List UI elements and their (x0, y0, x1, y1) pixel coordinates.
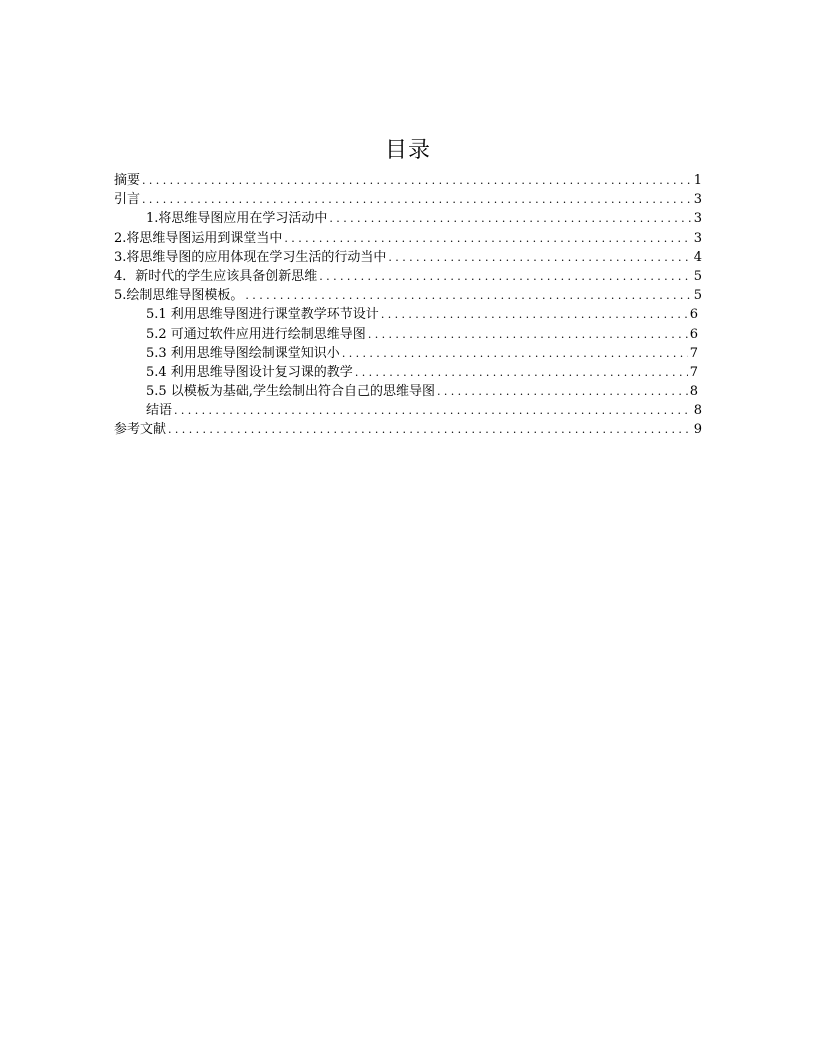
toc-entry-section-5-4[interactable] (114, 363, 702, 382)
toc-dot-leader (174, 401, 692, 420)
toc-page-number: 7 (689, 364, 698, 380)
toc-entry-section-5-3[interactable] (114, 344, 702, 363)
toc-page-number: 4 (693, 249, 702, 265)
toc-dot-leader (319, 267, 691, 286)
toc-dot-leader (437, 382, 688, 401)
toc-page-number: 5 (693, 288, 702, 304)
toc-entry-section-1[interactable] (114, 209, 702, 228)
toc-entry-text: 5.绘制思维导图模板。 (114, 288, 244, 304)
toc-entry-introduction[interactable] (114, 190, 702, 209)
toc-entry-text: 3.将思维导图的应用体现在学习生活的行动当中 (114, 249, 387, 265)
toc-entry-text: 结语 (146, 403, 173, 419)
toc-entry-text: 引言 (114, 192, 141, 208)
toc-entry-section-4[interactable] (114, 267, 702, 286)
toc-page-number: 7 (689, 345, 698, 361)
toc-entry-text: 5.2 可通过软件应用进行绘制思维导图 (146, 326, 366, 342)
toc-page-number: 1 (693, 173, 702, 188)
toc-dot-leader (284, 229, 691, 248)
toc-entry-text: 4．新时代的学生应该具备创新思维 (114, 268, 318, 284)
toc-dot-leader (168, 420, 692, 439)
toc-dot-leader (355, 363, 688, 382)
toc-dot-leader (368, 325, 688, 344)
toc-entry-text: 5.5 以模板为基础,学生绘制出符合自己的思维导图 (146, 384, 435, 400)
toc-page-number: 9 (693, 422, 702, 438)
toc-entry-section-5[interactable] (114, 286, 702, 305)
toc-page-number: 6 (689, 326, 698, 342)
toc-page-number: 3 (693, 211, 702, 227)
toc-entry-section-5-2[interactable] (114, 325, 702, 344)
toc-entry-section-5-1[interactable] (114, 305, 702, 324)
toc-dot-leader (381, 305, 688, 324)
toc-page-number: 3 (693, 230, 702, 246)
toc-entry-section-3[interactable] (114, 248, 702, 267)
toc-page-number: 3 (693, 192, 702, 208)
toc-dot-leader (245, 286, 691, 305)
toc-entry-conclusion[interactable] (114, 401, 702, 420)
toc-entry-text: 摘要 (114, 173, 141, 188)
toc-entry-text: 5.3 利用思维导图绘制课堂知识小 (146, 345, 340, 361)
toc-dot-leader (329, 209, 691, 228)
toc-entry-text: 5.4 利用思维导图设计复习课的教学 (146, 364, 353, 380)
toc-entry-section-2[interactable] (114, 229, 702, 248)
toc-dot-leader (142, 190, 692, 209)
toc-entry-references[interactable] (114, 420, 702, 439)
toc-entry-section-5-5[interactable] (114, 382, 702, 401)
toc-entry-text: 2.将思维导图运用到课堂当中 (114, 230, 283, 246)
toc-page-number: 6 (689, 307, 698, 323)
toc-dot-leader (388, 248, 691, 267)
toc-title: 目录 (384, 138, 431, 163)
table-of-contents (114, 171, 702, 440)
toc-entry-text: 参考文献 (114, 422, 167, 438)
toc-page-number: 5 (693, 268, 702, 284)
toc-entry-text: 5.1 利用思维导图进行课堂教学环节设计 (146, 307, 379, 323)
toc-entry-abstract[interactable] (114, 171, 702, 190)
toc-dot-leader (342, 344, 688, 363)
toc-dot-leader (142, 171, 692, 190)
toc-page-number: 8 (689, 384, 698, 400)
toc-page-number: 8 (693, 403, 702, 419)
toc-entry-text: 1.将思维导图应用在学习活动中 (146, 211, 328, 227)
